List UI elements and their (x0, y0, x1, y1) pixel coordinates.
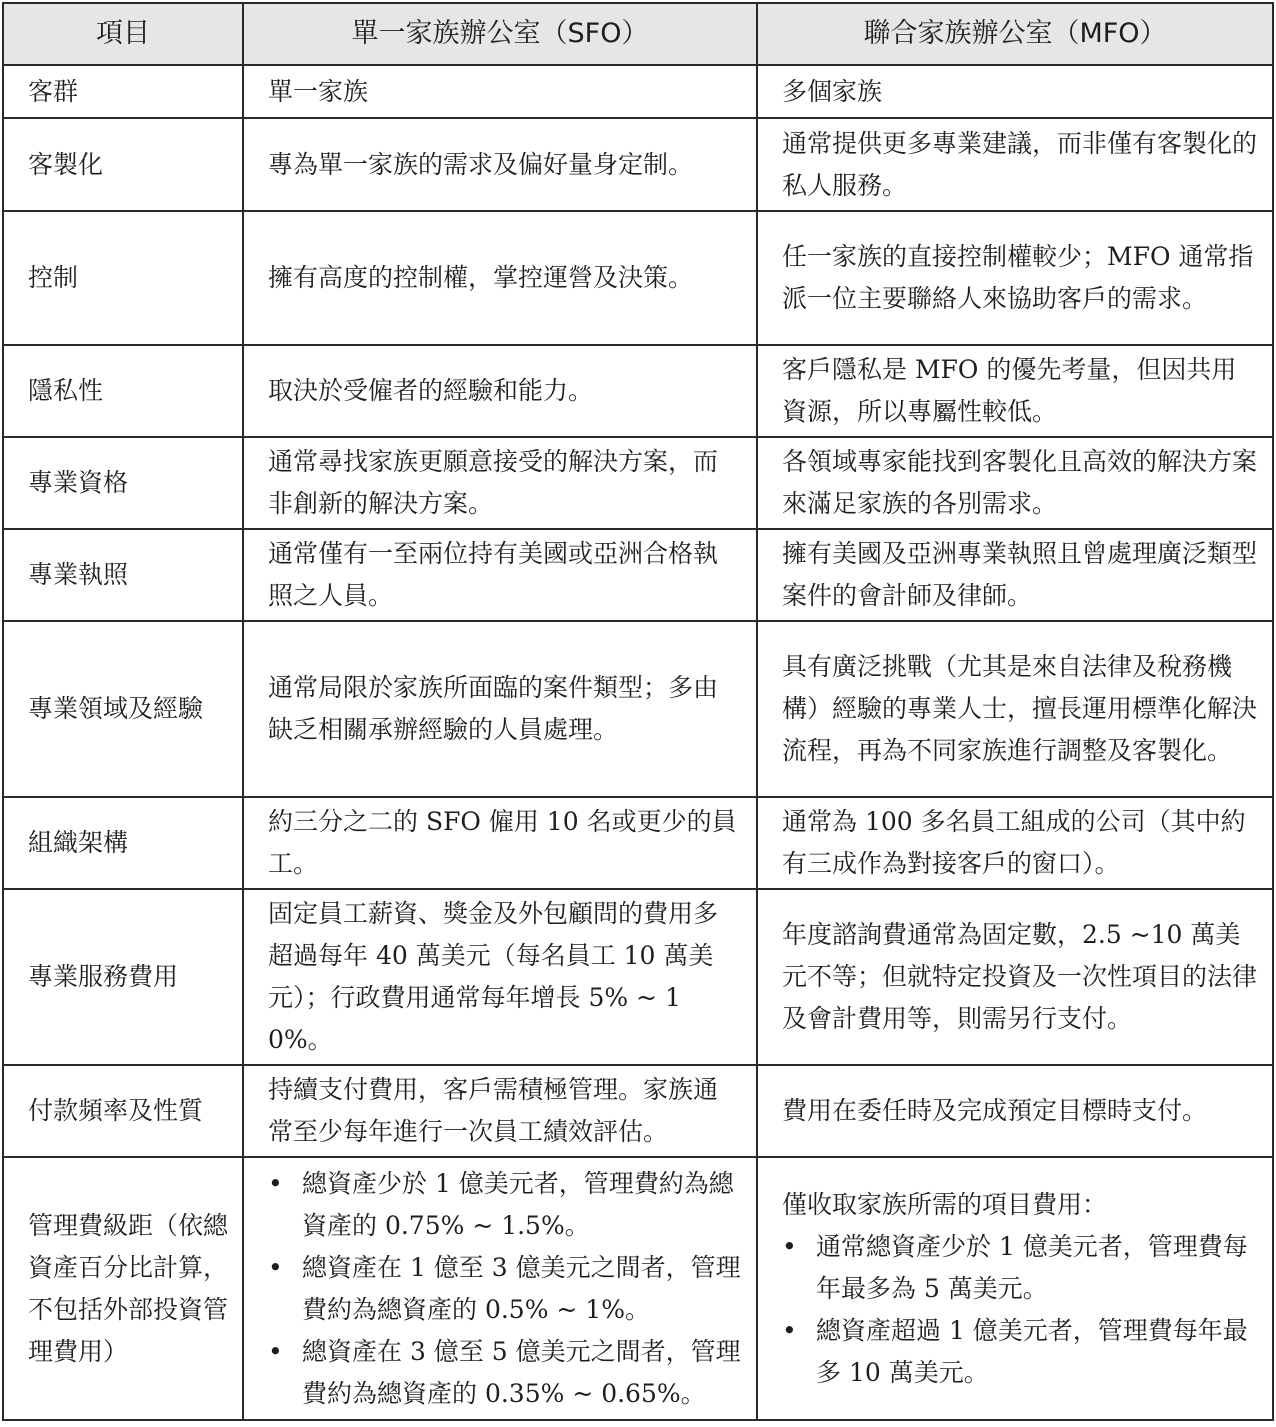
header-item: 項目 (3, 3, 243, 65)
row-mfo: 各領域專家能找到客製化且高效的解決方案來滿足家族的各別需求。 (757, 437, 1273, 529)
table-row (3, 1065, 1273, 1157)
row-mfo: 多個家族 (757, 65, 1273, 118)
row-item: 專業資格 (3, 437, 243, 529)
row-sfo: 持續支付費用，客戶需積極管理。家族通常至少每年進行一次員工績效評估。 (243, 1065, 757, 1157)
row-mfo: 擁有美國及亞洲專業執照且曾處理廣泛類型案件的會計師及律師。 (757, 529, 1273, 621)
row-sfo: 擁有高度的控制權，掌控運營及決策。 (243, 211, 757, 345)
table-row (3, 621, 1273, 797)
comparison-table (2, 2, 1274, 1421)
table-row (3, 797, 1273, 889)
list-item: • 總資產在 3 億至 5 億美元之間者，管理費約為總資產的 0.35% ~ 0.65%。 (268, 1331, 742, 1415)
row-item: 專業領域及經驗 (3, 621, 243, 797)
row-item: 管理費級距（依總資產百分比計算，不包括外部投資管理費用） (3, 1157, 243, 1420)
row-sfo (243, 1157, 757, 1420)
mfo-fee-intro: 僅收取家族所需的項目費用： (782, 1189, 1108, 1219)
row-mfo: 通常提供更多專業建議，而非僅有客製化的私人服務。 (757, 118, 1273, 211)
list-item: • 總資產少於 1 億美元者，管理費約為總資產的 0.75% ~ 1.5%。 (268, 1163, 742, 1247)
row-item: 隱私性 (3, 345, 243, 437)
row-mfo: 具有廣泛挑戰（尤其是來自法律及稅務機構）經驗的專業人士，擅長運用標準化解決流程，再為不同家族進行調整及客製化。 (757, 621, 1273, 797)
row-mfo: 通常為 100 多名員工組成的公司（其中約有三成作為對接客戶的窗口）。 (757, 797, 1273, 889)
list-item: • 通常總資產少於 1 億美元者，管理費每年最多為 5 萬美元。 (782, 1226, 1258, 1310)
header-mfo: 聯合家族辦公室（MFO） (757, 3, 1273, 65)
list-item: • 總資產超過 1 億美元者，管理費每年最多 10 萬美元。 (782, 1310, 1258, 1394)
row-sfo: 專為單一家族的需求及偏好量身定制。 (243, 118, 757, 211)
row-item: 付款頻率及性質 (3, 1065, 243, 1157)
table-row (3, 529, 1273, 621)
row-mfo: 年度諮詢費通常為固定數，2.5 ~10 萬美元不等；但就特定投資及一次性項目的法律及會計費用等，則需另行支付。 (757, 889, 1273, 1065)
row-item: 專業服務費用 (3, 889, 243, 1065)
table-row-fee (3, 1157, 1273, 1420)
sfo-fee-list (268, 1163, 742, 1415)
row-item: 組織架構 (3, 797, 243, 889)
row-mfo: 客戶隱私是 MFO 的優先考量，但因共用資源，所以專屬性較低。 (757, 345, 1273, 437)
row-sfo: 取決於受僱者的經驗和能力。 (243, 345, 757, 437)
list-item: • 總資產在 1 億至 3 億美元之間者，管理費約為總資產的 0.5% ~ 1%。 (268, 1247, 742, 1331)
table-row (3, 345, 1273, 437)
header-sfo: 單一家族辦公室（SFO） (243, 3, 757, 65)
row-sfo: 通常僅有一至兩位持有美國或亞洲合格執照之人員。 (243, 529, 757, 621)
row-item: 客製化 (3, 118, 243, 211)
row-sfo: 單一家族 (243, 65, 757, 118)
table-row (3, 889, 1273, 1065)
table-row (3, 437, 1273, 529)
row-sfo: 通常局限於家族所面臨的案件類型；多由缺乏相關承辦經驗的人員處理。 (243, 621, 757, 797)
table-row (3, 211, 1273, 345)
mfo-fee-list (782, 1226, 1258, 1394)
row-item: 專業執照 (3, 529, 243, 621)
row-item: 客群 (3, 65, 243, 118)
row-mfo (757, 1157, 1273, 1420)
row-sfo: 通常尋找家族更願意接受的解決方案，而非創新的解決方案。 (243, 437, 757, 529)
row-sfo: 固定員工薪資、獎金及外包顧問的費用多超過每年 40 萬美元（每名員工 10 萬美元）；行政費用通常每年增長 5% ~ 10%。 (243, 889, 757, 1065)
table-row (3, 118, 1273, 211)
row-mfo: 任一家族的直接控制權較少；MFO 通常指派一位主要聯絡人來協助客戶的需求。 (757, 211, 1273, 345)
header-row (3, 3, 1273, 65)
row-sfo: 約三分之二的 SFO 僱用 10 名或更少的員工。 (243, 797, 757, 889)
row-item: 控制 (3, 211, 243, 345)
table-row (3, 65, 1273, 118)
row-mfo: 費用在委任時及完成預定目標時支付。 (757, 1065, 1273, 1157)
